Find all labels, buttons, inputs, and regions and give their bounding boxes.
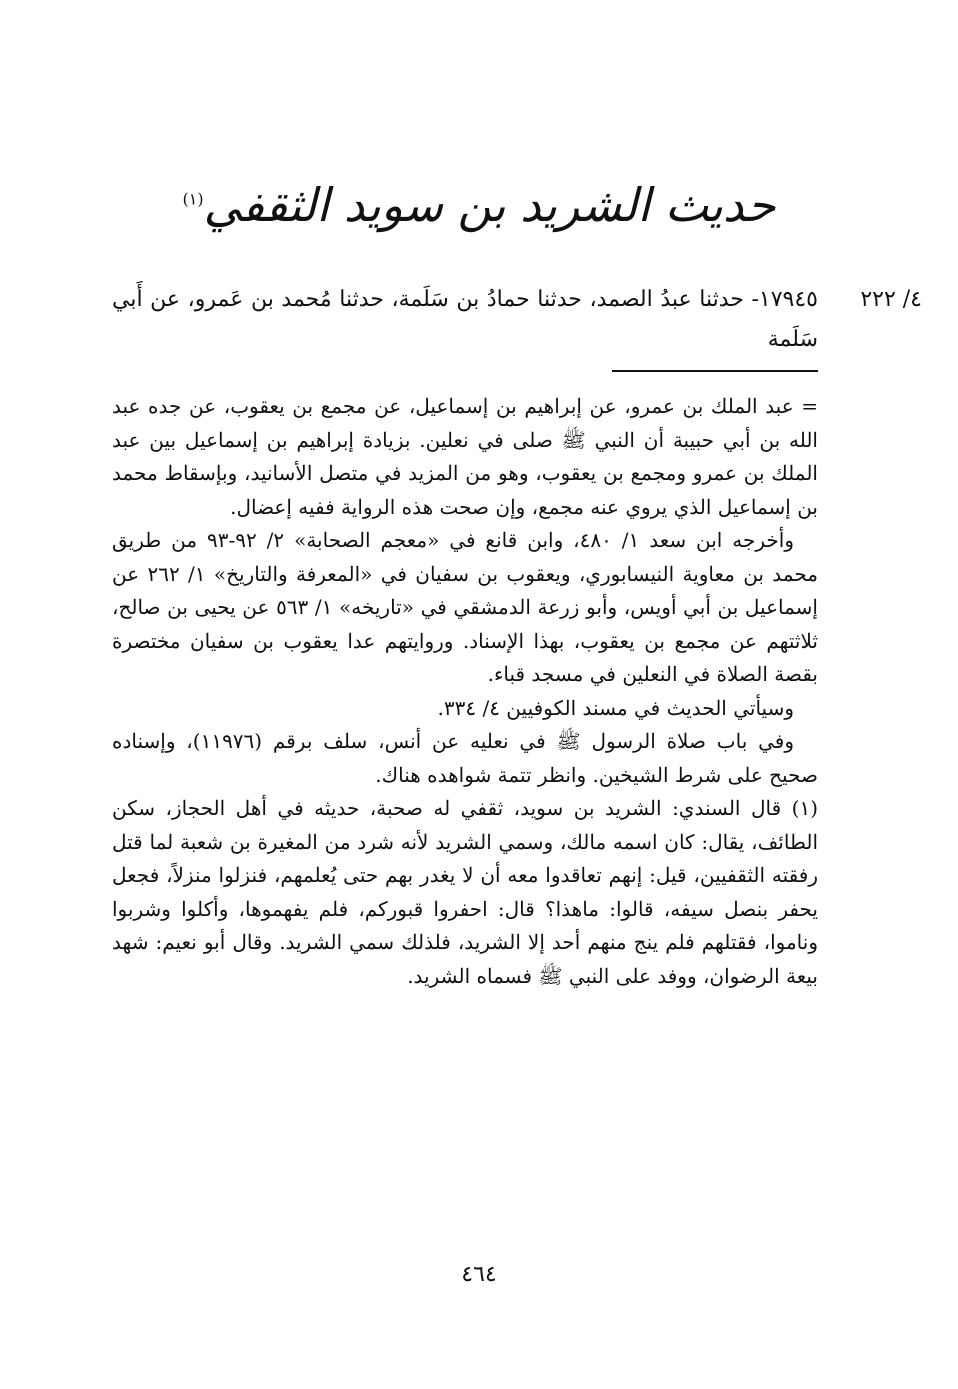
hadith-volume-reference: ٤/ ٢٢٢ [860,287,922,312]
chapter-title: حديث الشريد بن سويد الثقفي [203,178,776,232]
hadith-text: ١٧٩٤٥- حدثنا عبدُ الصمد، حدثنا حمادُ بن سَلَمة، حدثنا مُحمد بن عَمرو، عن أَبي سَلَمة [112,287,818,352]
footnote-paragraph: وأخرجه ابن سعد ١/ ٤٨٠، وابن قانع في «معجم الصحابة» ٢/ ٩٢-٩٣ من طريق محمد بن معاوية النيسابوري، ويعقوب بن سفيان في «المعرفة والتاريخ» ١/ ٢٦٢ عن إسماعيل بن أبي أويس، وأبو زرعة الدمشقي في «تاريخه» ١/ ٥٦٣ عن يحيى بن صالح، ثلاثتهم عن مجمع بن يعقوب، بهذا الإسناد. وروايتهم عدا يعقوب بن سفيان مختصرة بقصة الصلاة في النعلين في مسجد قباء. [112,528,818,686]
footnote-paragraph: = عبد الملك بن عمرو، عن إبراهيم بن إسماعيل، عن مجمع بن يعقوب، عن جده عبد الله بن أبي حبيبة أن النبي ﷺ صلى في نعلين. بزيادة إبراهيم بن إسماعيل بين عبد الملك بن عمرو ومجمع بن يعقوب، وهو من المزيد في متصل الأسانيد، وبإسقاط محمد بن إسماعيل الذي يروي عنه مجمع، وإن صحت هذه الرواية ففيه إعضال. [112,394,819,519]
footnote-paragraph: وفي باب صلاة الرسول ﷺ في نعليه عن أنس، سلف برقم (١١٩٧٦)، وإسناده صحيح على شرط الشيخين. وانظر تتمة شواهده هناك. [112,729,818,787]
chapter-heading [0,178,958,233]
footnote-separator [612,370,818,372]
footnote-marker: (١) [182,189,204,209]
footnote-paragraph: وسيأتي الحديث في مسند الكوفيين ٤/ ٣٣٤. [437,695,794,720]
hadith-text-block [112,280,818,360]
page-number: ٤٦٤ [461,1262,497,1287]
footnote-paragraph: (١) قال السندي: الشريد بن سويد، ثقفي له صحبة، حديثه في أهل الحجاز، سكن الطائف، يقال: كان اسمه مالك، وسمي الشريد لأنه شرد من المغيرة بن شعبة لما قتل رفقته الثقفيين، قيل: إنهم تعاقدوا معه أن لا يغدر بهم حتى يُعلمهم، فنزلوا منزلاً، فجعل يحفر بنصل سيفه، قالوا: ماهذا؟ قال: احفروا قبوركم، فلم يفهموها، وأكلوا وشربوا وناموا، فقتلهم فلم ينج منهم أحد إلا الشريد، فلذلك سمي الشريد. وقال أبو نعيم: شهد بيعة الرضوان، ووفد على النبي ﷺ فسماه الشريد. [112,796,818,988]
footnotes-block [112,390,818,993]
